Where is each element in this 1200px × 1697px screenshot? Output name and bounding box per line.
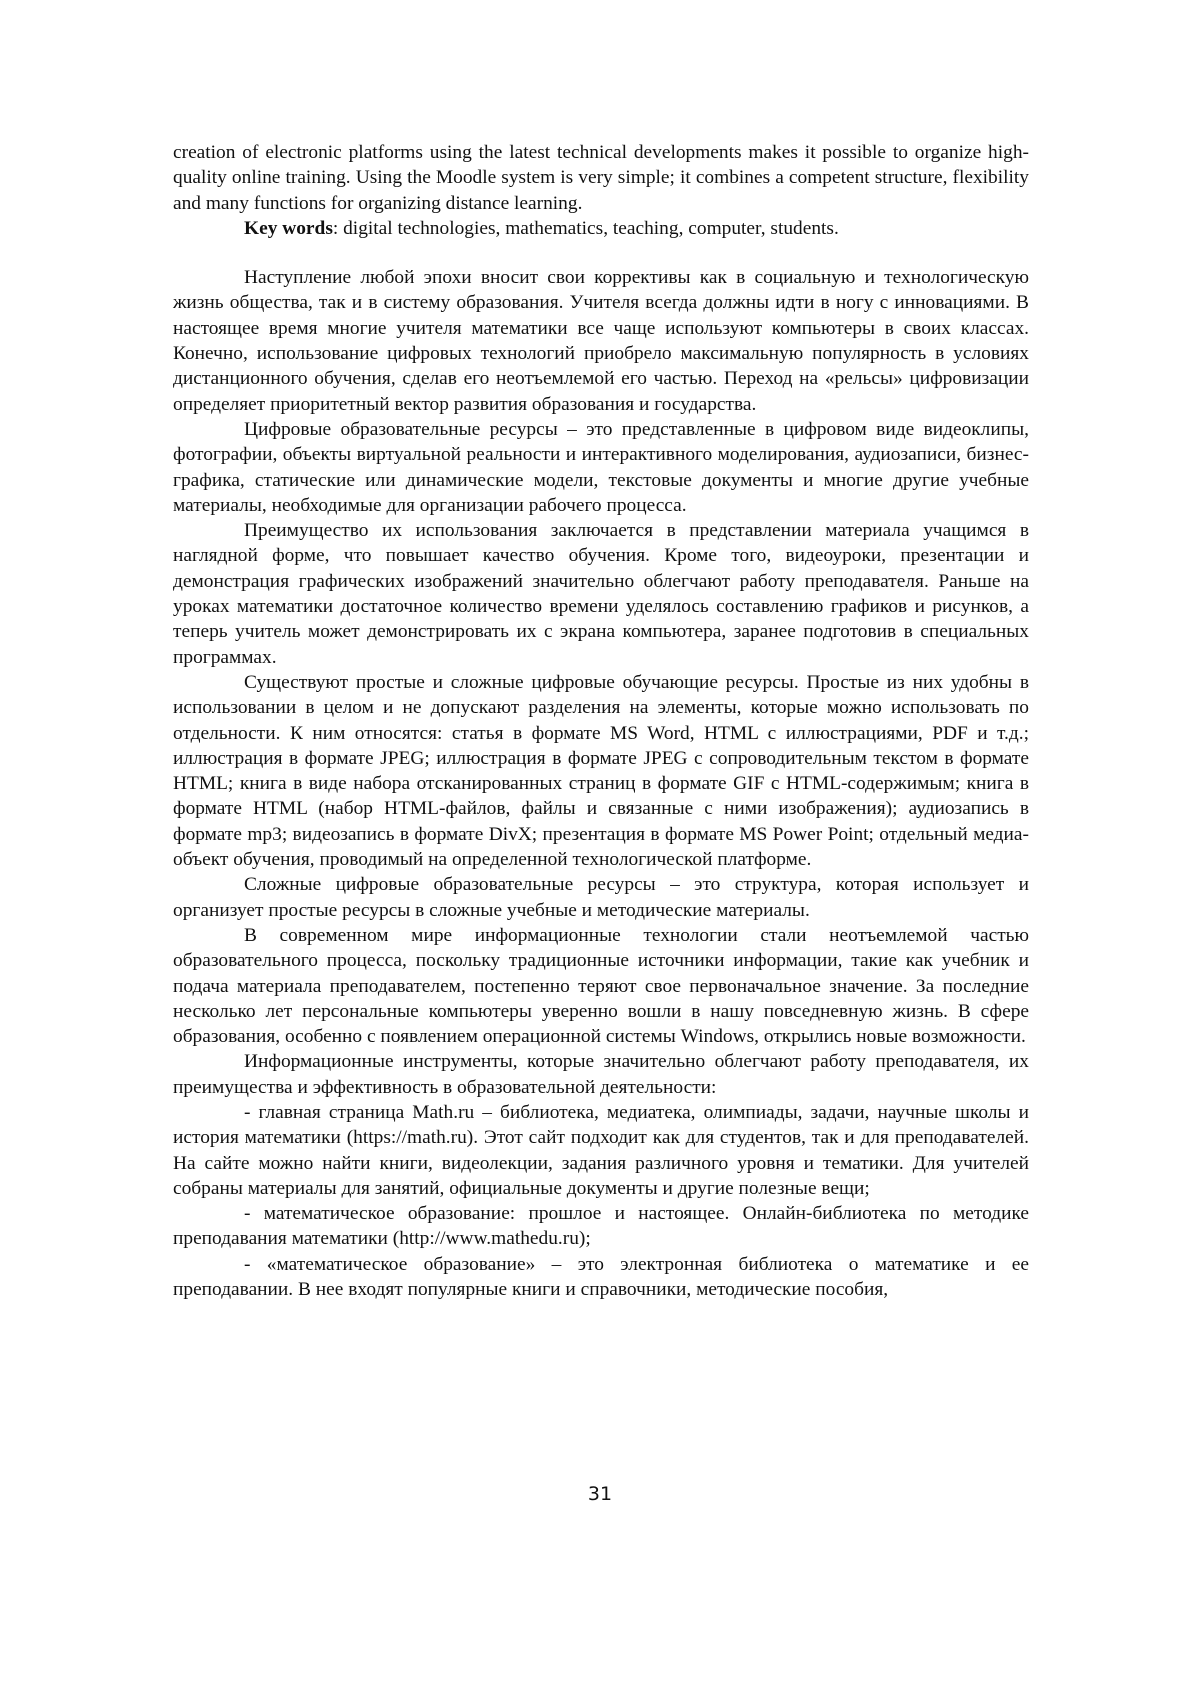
keywords: [173, 216, 1029, 241]
paragraph: Преимущество их использования заключается в представлении материала учащимся в наглядной форме, что повышает качество обучения. Кроме того, видеоуроки, презентации и демонстрация графических изображений значительно облегчают работу преподавателя. Раньше на уроках математики достаточное количество времени уделялось составлению графиков и рисунков, а теперь учитель может демонстрировать их с экрана компьютера, заранее подготовив в специальных программах.: [173, 520, 1029, 668]
paragraph: Информационные инструменты, которые значительно облегчают работу преподавателя, их преимущества и эффективность в образовательной деятельности:: [173, 1051, 1029, 1098]
list-item: - главная страница Math.ru – библиотека, медиатека, олимпиады, задачи, научные школы и история математики (https://math.ru). Этот сайт подходит как для студентов, так и для преподавателей. На сайте можно найти книги, видеолекции, задания различного уровня и тематики. Для учителей собраны материалы для занятий, официальные документы и другие полезные вещи;: [173, 1101, 1029, 1199]
list-item: - «математическое образование» – это электронная библиотека о математике и ее преподавании. В нее входят популярные книги и справочники, методические пособия,: [173, 1253, 1029, 1301]
paragraph: В современном мире информационные технологии стали неотъемлемой частью образовательного процесса, поскольку традиционные источники информации, такие как учебник и подача материала преподавателем, постепенно теряют свое первоначальное значение. За последние несколько лет персональные компьютеры уверенно вошли в нашу повседневную жизнь. В сфере образования, особенно с появлением операционной системы Windows, открылись новые возможности.: [173, 924, 1029, 1048]
abstract-end: creation of electronic platforms using the latest technical developments makes it possible to organize high-quality online training. Using the Moodle system is very simple; it combines a competent structure, flexibility and many functions for organizing distance learning.: [173, 142, 1029, 214]
paragraph: Наступление любой эпохи вносит свои коррективы как в социальную и технологическую жизнь общества, так и в систему образования. Учителя всегда должны идти в ногу с инновациями. В настоящее время многие учителя математики все чаще используют компьютеры в своих классах. Конечно, использование цифровых технологий приобрело максимальную популярность в условиях дистанционного обучения, сделав его неотъемлемой его частью. Переход на «рельсы» цифровизации определяет приоритетный вектор развития образования и государства.: [173, 267, 1029, 415]
keywords-text: : digital technologies, mathematics, teaching, computer, students.: [332, 217, 839, 239]
list-item: - математическое образование: прошлое и настоящее. Онлайн-библиотека по методике преподавания математики (http://www.mathedu.ru);: [173, 1203, 1029, 1250]
paragraph: Цифровые образовательные ресурсы – это представленные в цифровом виде видеоклипы, фотографии, объекты виртуальной реальности и интерактивного моделирования, аудиозаписи, бизнес-графика, статические или динамические модели, текстовые документы и многие другие учебные материалы, необходимые для организации рабочего процесса.: [173, 418, 1029, 516]
keywords-label: Key words: [244, 217, 333, 239]
page-number: 31: [587, 1483, 613, 1505]
page-body: [173, 140, 1029, 1302]
paragraph: Существуют простые и сложные цифровые обучающие ресурсы. Простые из них удобны в использовании в целом и не допускают разделения на элементы, которые можно использовать по отдельности. К ним относятся: статья в формате MS Word, HTML с иллюстрациями, PDF и т.д.; иллюстрация в формате JPEG; иллюстрация в формате JPEG с сопроводительным текстом в формате HTML; книга в виде набора отсканированных страниц в формате GIF с HTML-содержимым; книга в формате HTML (набор HTML-файлов, файлы и связанные с ними изображения); аудиозапись в формате mp3; видеозапись в формате DivX; презентация в формате MS Power Point; отдельный медиа-объект обучения, проводимый на определенной технологической платформе.: [173, 671, 1029, 871]
paragraph: Сложные цифровые образовательные ресурсы – это структура, которая использует и организует простые ресурсы в сложные учебные и методические материалы.: [173, 874, 1029, 921]
